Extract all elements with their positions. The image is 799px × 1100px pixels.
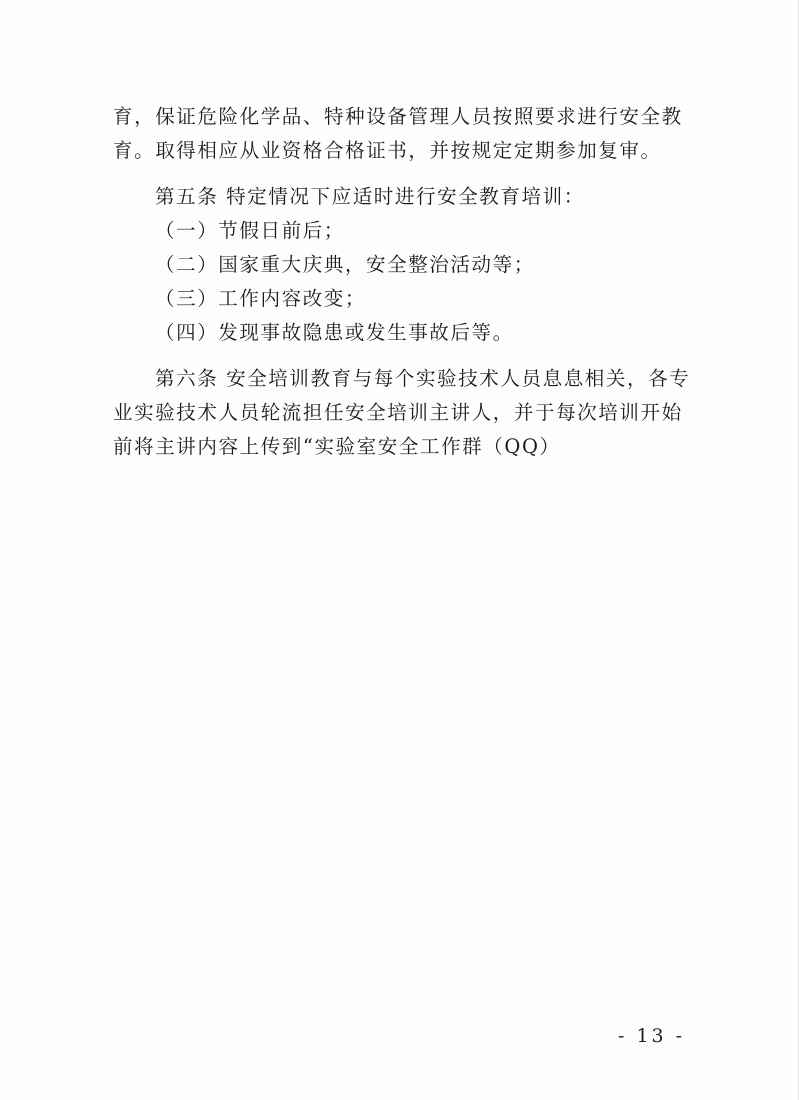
text-line: 育，保证危险化学品、特种设备管理人员按照要求进行安全教	[113, 105, 683, 128]
list-item: （四）发现事故隐患或发生事故后等。	[155, 321, 514, 344]
article-heading: 第六条 安全培训教育与每个实验技术人员息息相关，各专	[155, 367, 691, 390]
article-heading: 第五条 特定情况下应适时进行安全教育培训：	[155, 185, 585, 208]
list-item: （一）节假日前后；	[155, 219, 345, 242]
text-line: 前将主讲内容上传到“实验室安全工作群（QQ）	[113, 435, 561, 458]
text-line: 育。取得相应从业资格合格证书，并按规定定期参加复审。	[113, 139, 662, 162]
document-body	[113, 100, 703, 464]
text-line: 业实验技术人员轮流担任安全培训主讲人，并于每次培训开始	[113, 401, 683, 424]
list-item: （三）工作内容改变；	[155, 287, 367, 310]
list-item: （二）国家重大庆典，安全整治活动等；	[155, 253, 535, 276]
page-number: - 13 -	[618, 1025, 686, 1047]
